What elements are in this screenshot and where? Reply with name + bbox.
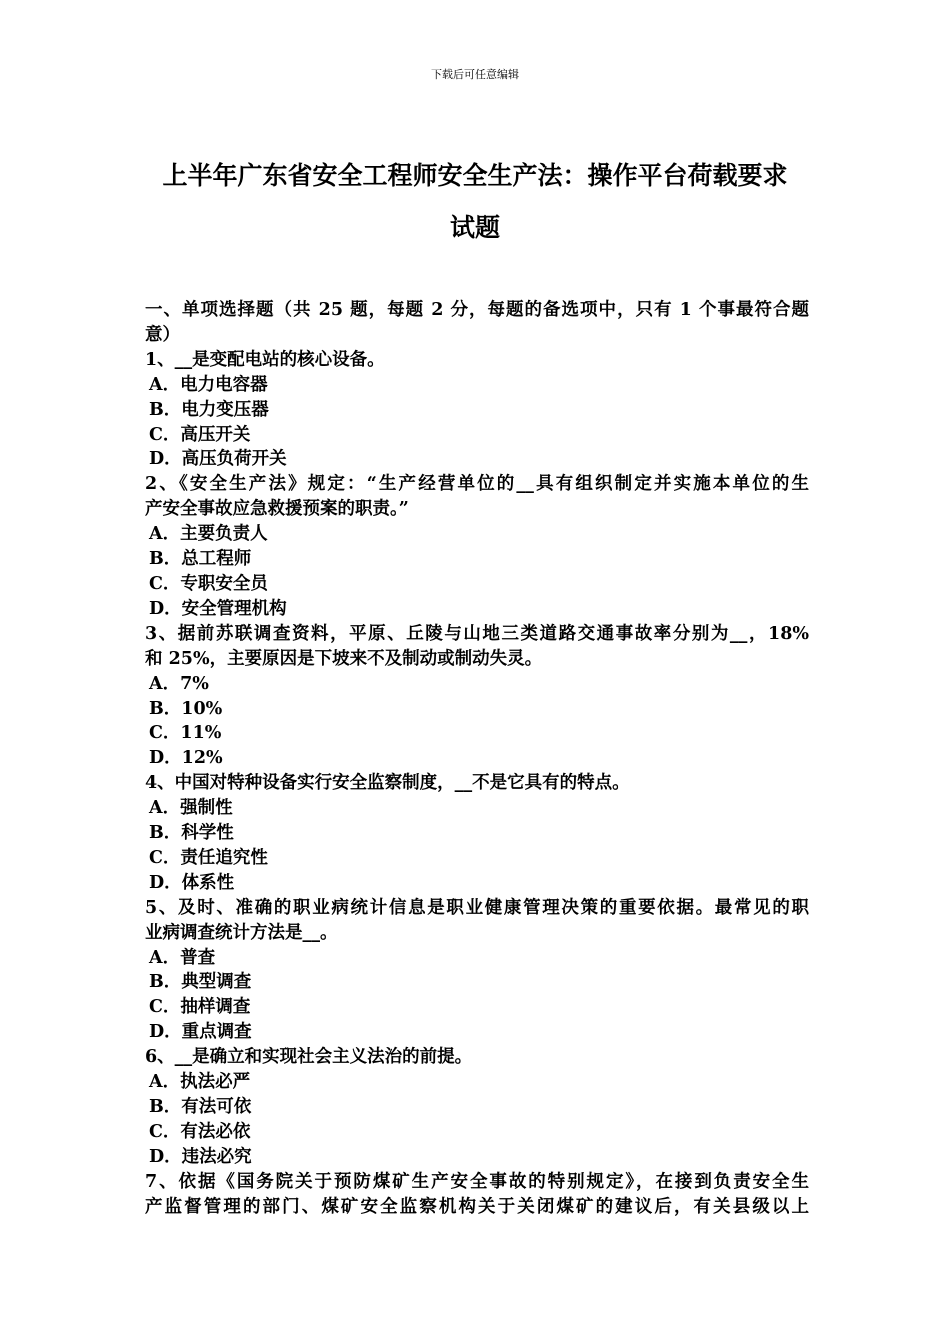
document-title [130, 150, 820, 254]
question-stem-line: 产监督管理的部门、煤矿安全监察机构关于关闭煤矿的建议后，有关县级以上 [145, 1196, 809, 1217]
option-b: B．总工程师 [149, 549, 252, 570]
section-heading-line-2: 意） [145, 324, 180, 345]
option-b: B．典型调查 [149, 972, 252, 993]
question-stem-line: 7、依据《国务院关于预防煤矿生产安全事故的特别规定》，在接到负责安全生 [145, 1171, 809, 1192]
title-line-2: 试题 [449, 213, 500, 242]
option-c: C．有法必依 [149, 1121, 251, 1142]
title-line-1: 上半年广东省安全工程师安全生产法：操作平台荷载要求 [162, 161, 788, 190]
question-stem-line: 2、《安全生产法》规定：“生产经营单位的__具有组织制定并实施本单位的生 [145, 474, 809, 495]
question-stem-line: 产安全事故应急救援预案的职责。” [145, 499, 409, 520]
option-b: B．电力变压器 [149, 399, 269, 420]
question-4 [145, 771, 809, 896]
header-note: 下载后可任意编辑 [431, 68, 519, 81]
option-b: B．科学性 [149, 823, 234, 844]
question-stem-line: 和 25%，主要原因是下坡来不及制动或制动失灵。 [145, 648, 543, 669]
option-d: D．12% [149, 748, 223, 769]
question-5 [145, 896, 809, 1045]
option-a: A．电力电容器 [149, 374, 268, 395]
option-c: C．抽样调查 [149, 997, 251, 1018]
question-stem-line: 1、__是变配电站的核心设备。 [145, 349, 385, 370]
option-d: D．体系性 [149, 872, 235, 893]
question-7 [145, 1170, 809, 1220]
option-b: B．10% [149, 698, 223, 719]
question-content [145, 298, 809, 1220]
option-c: C．专职安全员 [149, 573, 268, 594]
section-heading-line-1: 一、单项选择题（共 25 题，每题 2 分，每题的备选项中，只有 1 个事最符合题 [145, 300, 809, 320]
option-d: D．安全管理机构 [149, 598, 287, 619]
question-stem-line: 3、据前苏联调查资料，平原、丘陵与山地三类道路交通事故率分别为__，18% [145, 623, 809, 644]
question-2 [145, 472, 809, 621]
question-6 [145, 1045, 809, 1170]
option-a: A．执法必严 [149, 1072, 251, 1093]
option-c: C．高压开关 [149, 424, 251, 445]
question-stem-line: 6、__是确立和实现社会主义法治的前提。 [145, 1047, 473, 1068]
question-stem-line: 业病调查统计方法是__。 [145, 922, 338, 943]
question-stem-line: 5、及时、准确的职业病统计信息是职业健康管理决策的重要依据。最常见的职 [145, 897, 809, 918]
option-c: C．责任追究性 [149, 847, 268, 868]
option-d: D．高压负荷开关 [149, 449, 287, 470]
option-d: D．重点调查 [149, 1022, 252, 1043]
question-stem-line: 4、中国对特种设备实行安全监察制度，__不是它具有的特点。 [145, 773, 630, 794]
option-c: C．11% [149, 723, 222, 744]
option-a: A．7% [149, 673, 209, 694]
question-3 [145, 622, 809, 771]
option-a: A．主要负责人 [149, 524, 268, 545]
option-a: A．强制性 [149, 798, 233, 819]
option-a: A．普查 [149, 947, 216, 968]
question-1 [145, 348, 809, 473]
option-d: D．违法必究 [149, 1146, 252, 1167]
option-b: B．有法可依 [149, 1097, 252, 1117]
